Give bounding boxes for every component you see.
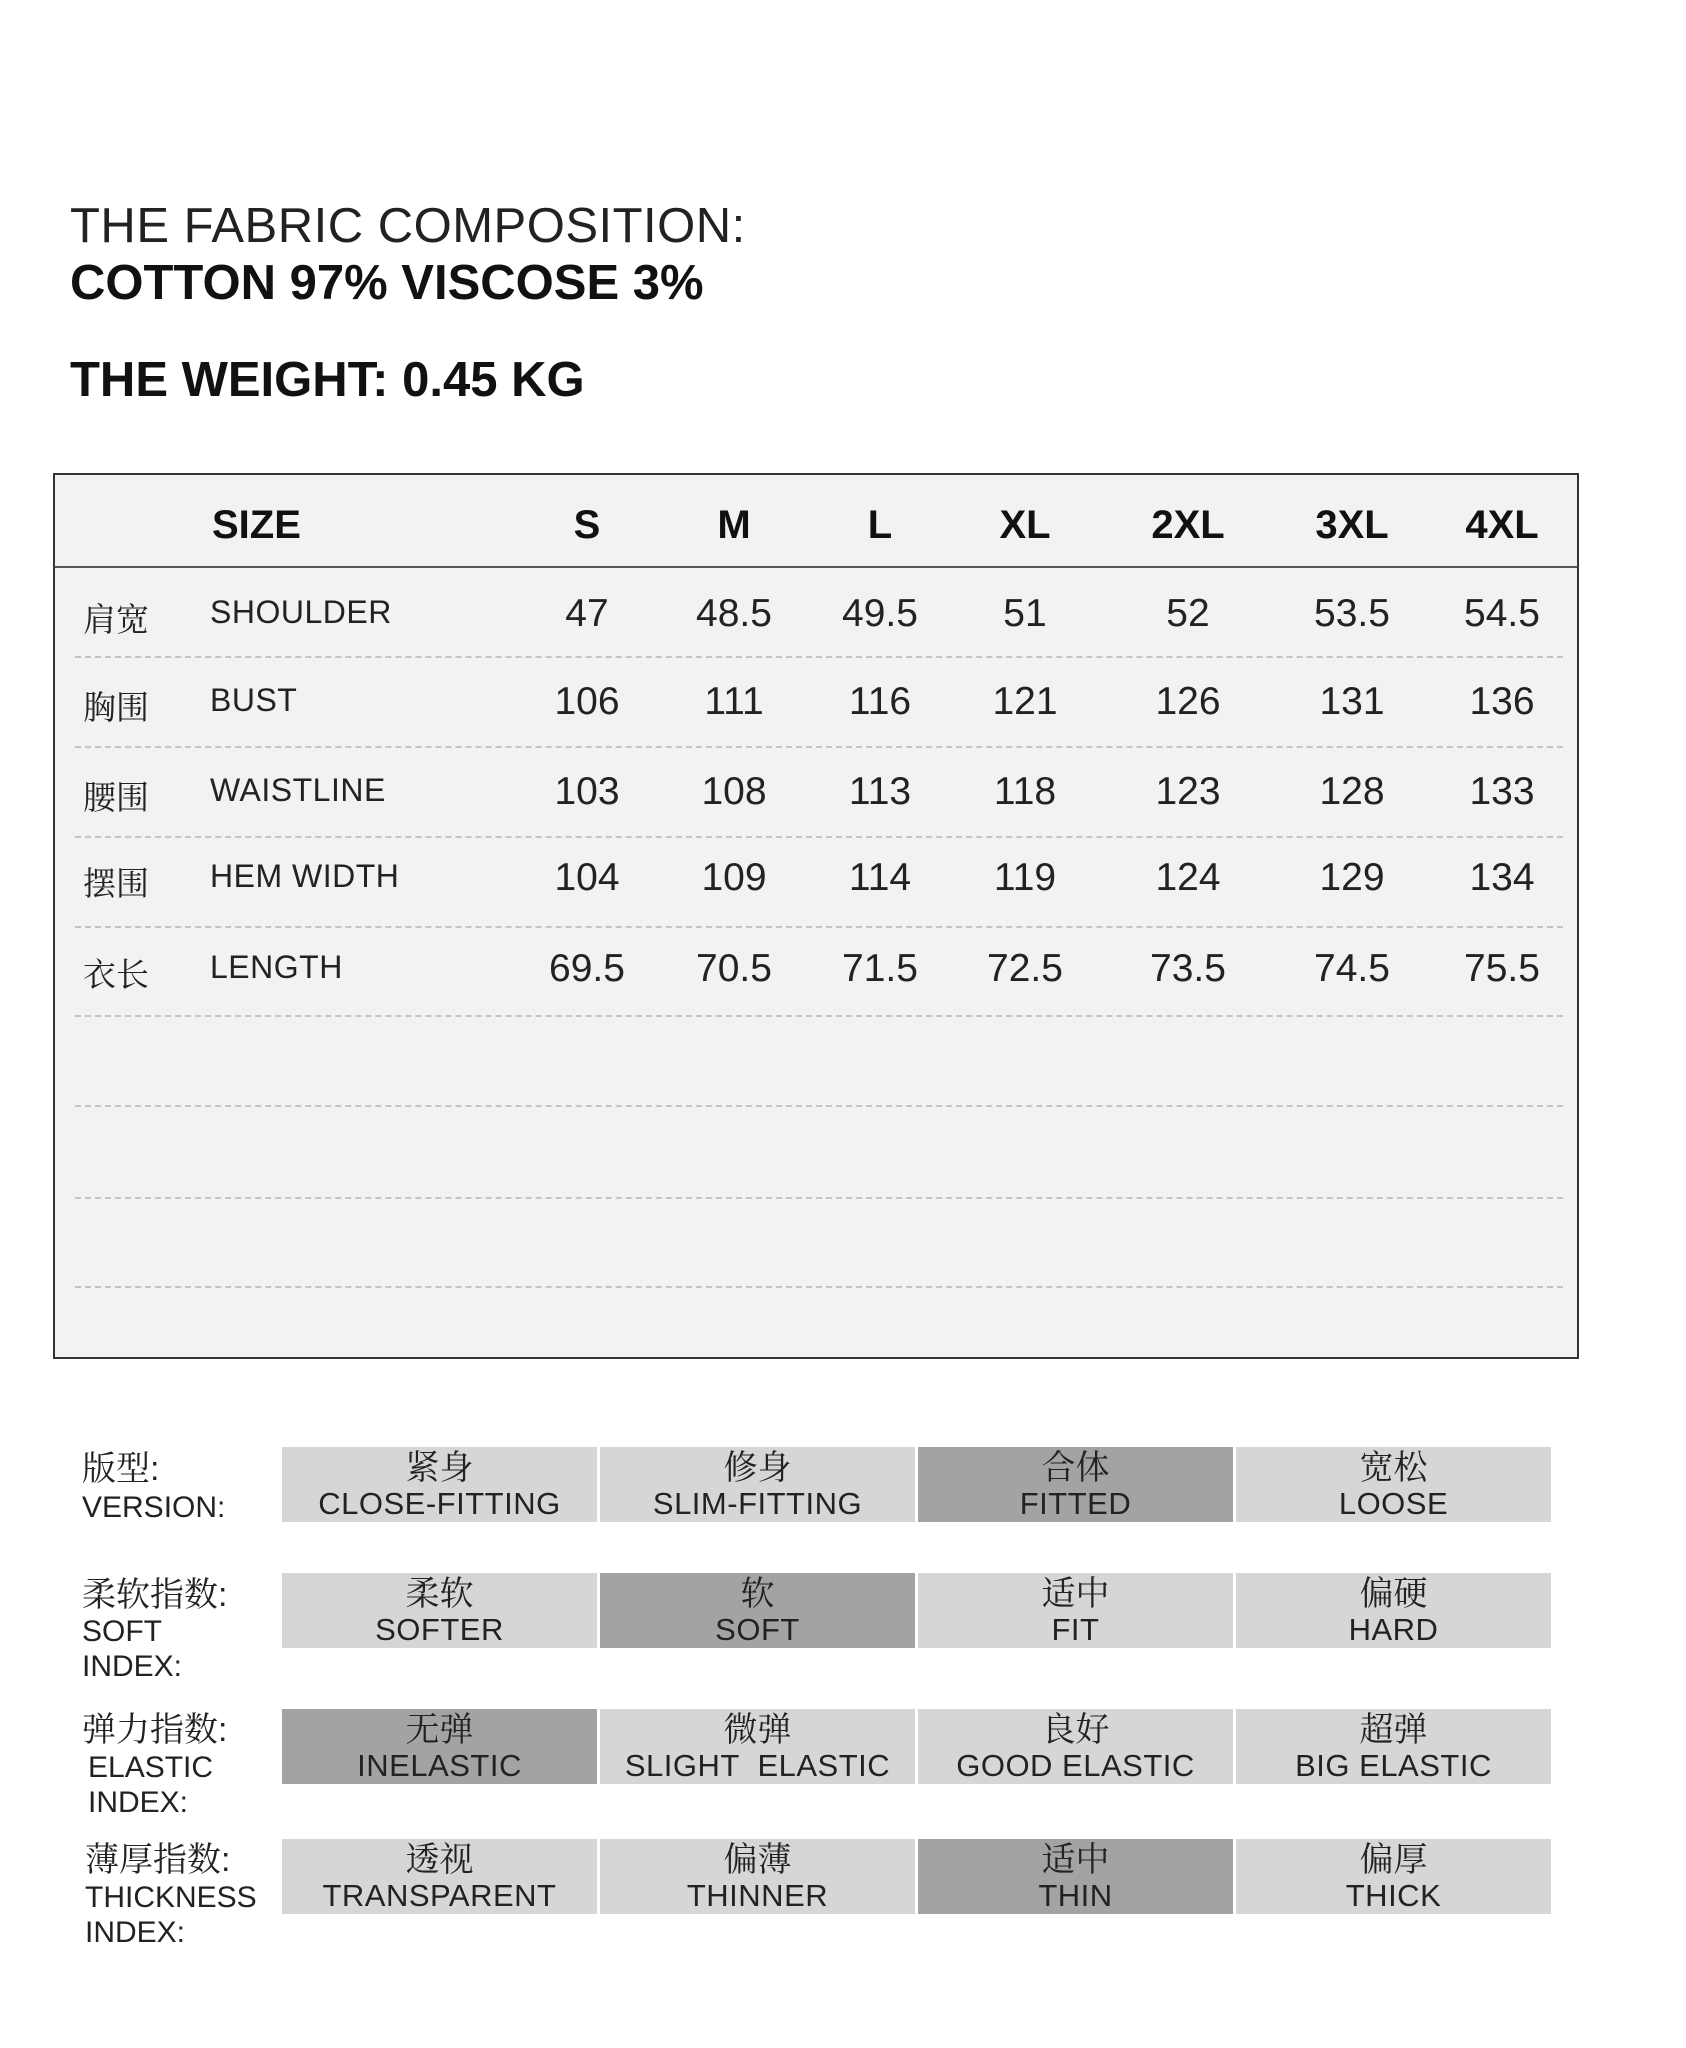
table-row-length (55, 923, 1577, 1011)
option-label-en: SLIM-FITTING (652, 1486, 863, 1521)
table-cell: 49.5 (842, 592, 918, 635)
option-label-en: LOOSE (1338, 1486, 1449, 1521)
option-label-cn: 偏硬 (1359, 1575, 1428, 1613)
size-header-l: L (867, 503, 893, 547)
row-label-en: LENGTH (210, 949, 343, 985)
size-table-header (55, 475, 1577, 568)
option-label-cn: 软 (740, 1575, 775, 1613)
table-cell: 136 (1469, 680, 1535, 723)
index-label-cn: 薄厚指数: (85, 1841, 231, 1879)
fabric-weight: THE WEIGHT: 0.45 KG (70, 353, 585, 407)
option-label-en: SLIGHT ELASTIC (624, 1748, 891, 1783)
option-label-en: SOFTER (375, 1612, 504, 1647)
option-label-cn: 适中 (1041, 1841, 1110, 1879)
table-cell: 48.5 (696, 592, 772, 635)
table-row-waistline (55, 746, 1577, 834)
table-cell: 123 (1155, 770, 1221, 813)
table-cell: 129 (1319, 856, 1385, 899)
thickness-option-thin (918, 1839, 1233, 1914)
table-cell: 71.5 (842, 947, 918, 990)
table-cell: 113 (848, 770, 912, 813)
option-label-cn: 偏薄 (723, 1841, 792, 1879)
table-cell: 128 (1319, 770, 1385, 813)
index-label-cn: 版型: (82, 1450, 160, 1488)
index-label-en: INDEX: (88, 1786, 189, 1819)
fabric-composition-title: THE FABRIC COMPOSITION: (70, 199, 746, 253)
table-row-bust (55, 656, 1577, 744)
index-label-en: THICKNESS (85, 1881, 257, 1914)
table-cell: 74.5 (1314, 947, 1390, 990)
index-label-en: ELASTIC (88, 1751, 214, 1784)
size-header-2xl: 2XL (1151, 503, 1225, 547)
option-label-cn: 透视 (405, 1841, 474, 1879)
table-cell: 106 (554, 680, 620, 723)
option-label-en: FITTED (1019, 1486, 1132, 1521)
option-label-en: CLOSE-FITTING (318, 1486, 561, 1521)
option-label-en: BIG ELASTIC (1295, 1748, 1492, 1783)
option-label-cn: 微弹 (723, 1711, 792, 1749)
index-label-en: VERSION: (82, 1491, 226, 1524)
option-label-cn: 紧身 (405, 1449, 474, 1487)
index-label-cn: 柔软指数: (82, 1576, 228, 1614)
size-header-3xl: 3XL (1315, 503, 1389, 547)
table-cell: 126 (1155, 680, 1221, 723)
option-label-en: TRANSPARENT (322, 1878, 557, 1913)
option-label-cn: 偏厚 (1359, 1841, 1428, 1879)
elastic-option-good-elastic (918, 1709, 1233, 1784)
table-row-shoulder (55, 568, 1577, 656)
option-label-en: FIT (1051, 1612, 1100, 1647)
option-label-cn: 合体 (1041, 1449, 1110, 1487)
index-label-cn: 弹力指数: (82, 1711, 228, 1749)
size-table (53, 473, 1579, 1359)
table-cell: 73.5 (1150, 947, 1226, 990)
table-cell: 47 (565, 592, 609, 635)
version-option-loose (1236, 1447, 1551, 1522)
table-cell: 109 (701, 856, 767, 899)
table-cell: 75.5 (1464, 947, 1540, 990)
table-cell: 116 (848, 680, 912, 723)
index-label-en: SOFT (82, 1615, 162, 1648)
table-cell: 103 (554, 770, 620, 813)
size-header-xl: XL (999, 503, 1051, 547)
size-header-m: M (717, 503, 751, 547)
row-label-cn: 胸围 (83, 689, 149, 726)
option-label-cn: 超弹 (1359, 1711, 1428, 1749)
row-label-en: WAISTLINE (210, 772, 386, 808)
soft-option-soft (600, 1573, 915, 1648)
option-label-en: GOOD ELASTIC (956, 1748, 1195, 1783)
row-label-cn: 肩宽 (83, 601, 149, 638)
thickness-option-thinner (600, 1839, 915, 1914)
table-cell: 121 (992, 680, 1058, 723)
option-label-en: INELASTIC (357, 1748, 522, 1783)
thickness-option-transparent (282, 1839, 597, 1914)
table-cell: 119 (993, 856, 1057, 899)
option-label-en: THICK (1345, 1878, 1442, 1913)
size-header-s: S (573, 503, 601, 547)
option-label-cn: 无弹 (405, 1711, 474, 1749)
elastic-option-slight-elastic (600, 1709, 915, 1784)
index-label-en: INDEX: (85, 1916, 186, 1949)
table-cell: 52 (1166, 592, 1210, 635)
table-cell: 51 (1003, 592, 1047, 635)
thickness-option-thick (1236, 1839, 1551, 1914)
soft-option-hard (1236, 1573, 1551, 1648)
version-option-slim-fitting (600, 1447, 915, 1522)
option-label-cn: 柔软 (405, 1575, 474, 1613)
option-label-cn: 修身 (723, 1449, 792, 1487)
table-cell: 114 (848, 856, 912, 899)
table-cell: 118 (993, 770, 1057, 813)
row-divider (75, 1197, 1563, 1199)
row-divider (75, 1015, 1563, 1017)
table-cell: 70.5 (696, 947, 772, 990)
option-label-en: SOFT (715, 1612, 800, 1647)
table-cell: 72.5 (987, 947, 1063, 990)
soft-option-softer (282, 1573, 597, 1648)
option-label-cn: 良好 (1041, 1711, 1110, 1749)
size-header-label: SIZE (212, 503, 301, 547)
row-divider (75, 1286, 1563, 1288)
row-label-cn: 衣长 (83, 956, 149, 993)
index-label-en: INDEX: (82, 1650, 183, 1683)
version-option-fitted (918, 1447, 1233, 1522)
elastic-option-inelastic (282, 1709, 597, 1784)
option-label-en: THINNER (686, 1878, 829, 1913)
option-label-cn: 适中 (1041, 1575, 1110, 1613)
row-label-cn: 摆围 (83, 865, 149, 902)
version-option-close-fitting (282, 1447, 597, 1522)
table-cell: 108 (701, 770, 767, 813)
table-row-hem-width (55, 832, 1577, 920)
table-cell: 53.5 (1314, 592, 1390, 635)
table-cell: 124 (1155, 856, 1221, 899)
row-divider (75, 1105, 1563, 1107)
table-cell: 104 (554, 856, 620, 899)
table-cell: 131 (1319, 680, 1385, 723)
row-label-en: SHOULDER (210, 594, 392, 630)
table-cell: 69.5 (549, 947, 625, 990)
option-label-en: HARD (1348, 1612, 1439, 1647)
option-label-en: THIN (1038, 1878, 1113, 1913)
fabric-composition-value: COTTON 97% VISCOSE 3% (70, 256, 704, 310)
table-cell: 133 (1469, 770, 1535, 813)
elastic-option-big-elastic (1236, 1709, 1551, 1784)
row-label-cn: 腰围 (83, 779, 149, 816)
soft-option-fit (918, 1573, 1233, 1648)
size-header-4xl: 4XL (1465, 503, 1539, 547)
option-label-cn: 宽松 (1359, 1449, 1428, 1487)
row-label-en: HEM WIDTH (210, 858, 400, 894)
table-cell: 134 (1469, 856, 1535, 899)
row-label-en: BUST (210, 682, 298, 718)
table-cell: 54.5 (1464, 592, 1540, 635)
table-cell: 111 (704, 680, 764, 723)
